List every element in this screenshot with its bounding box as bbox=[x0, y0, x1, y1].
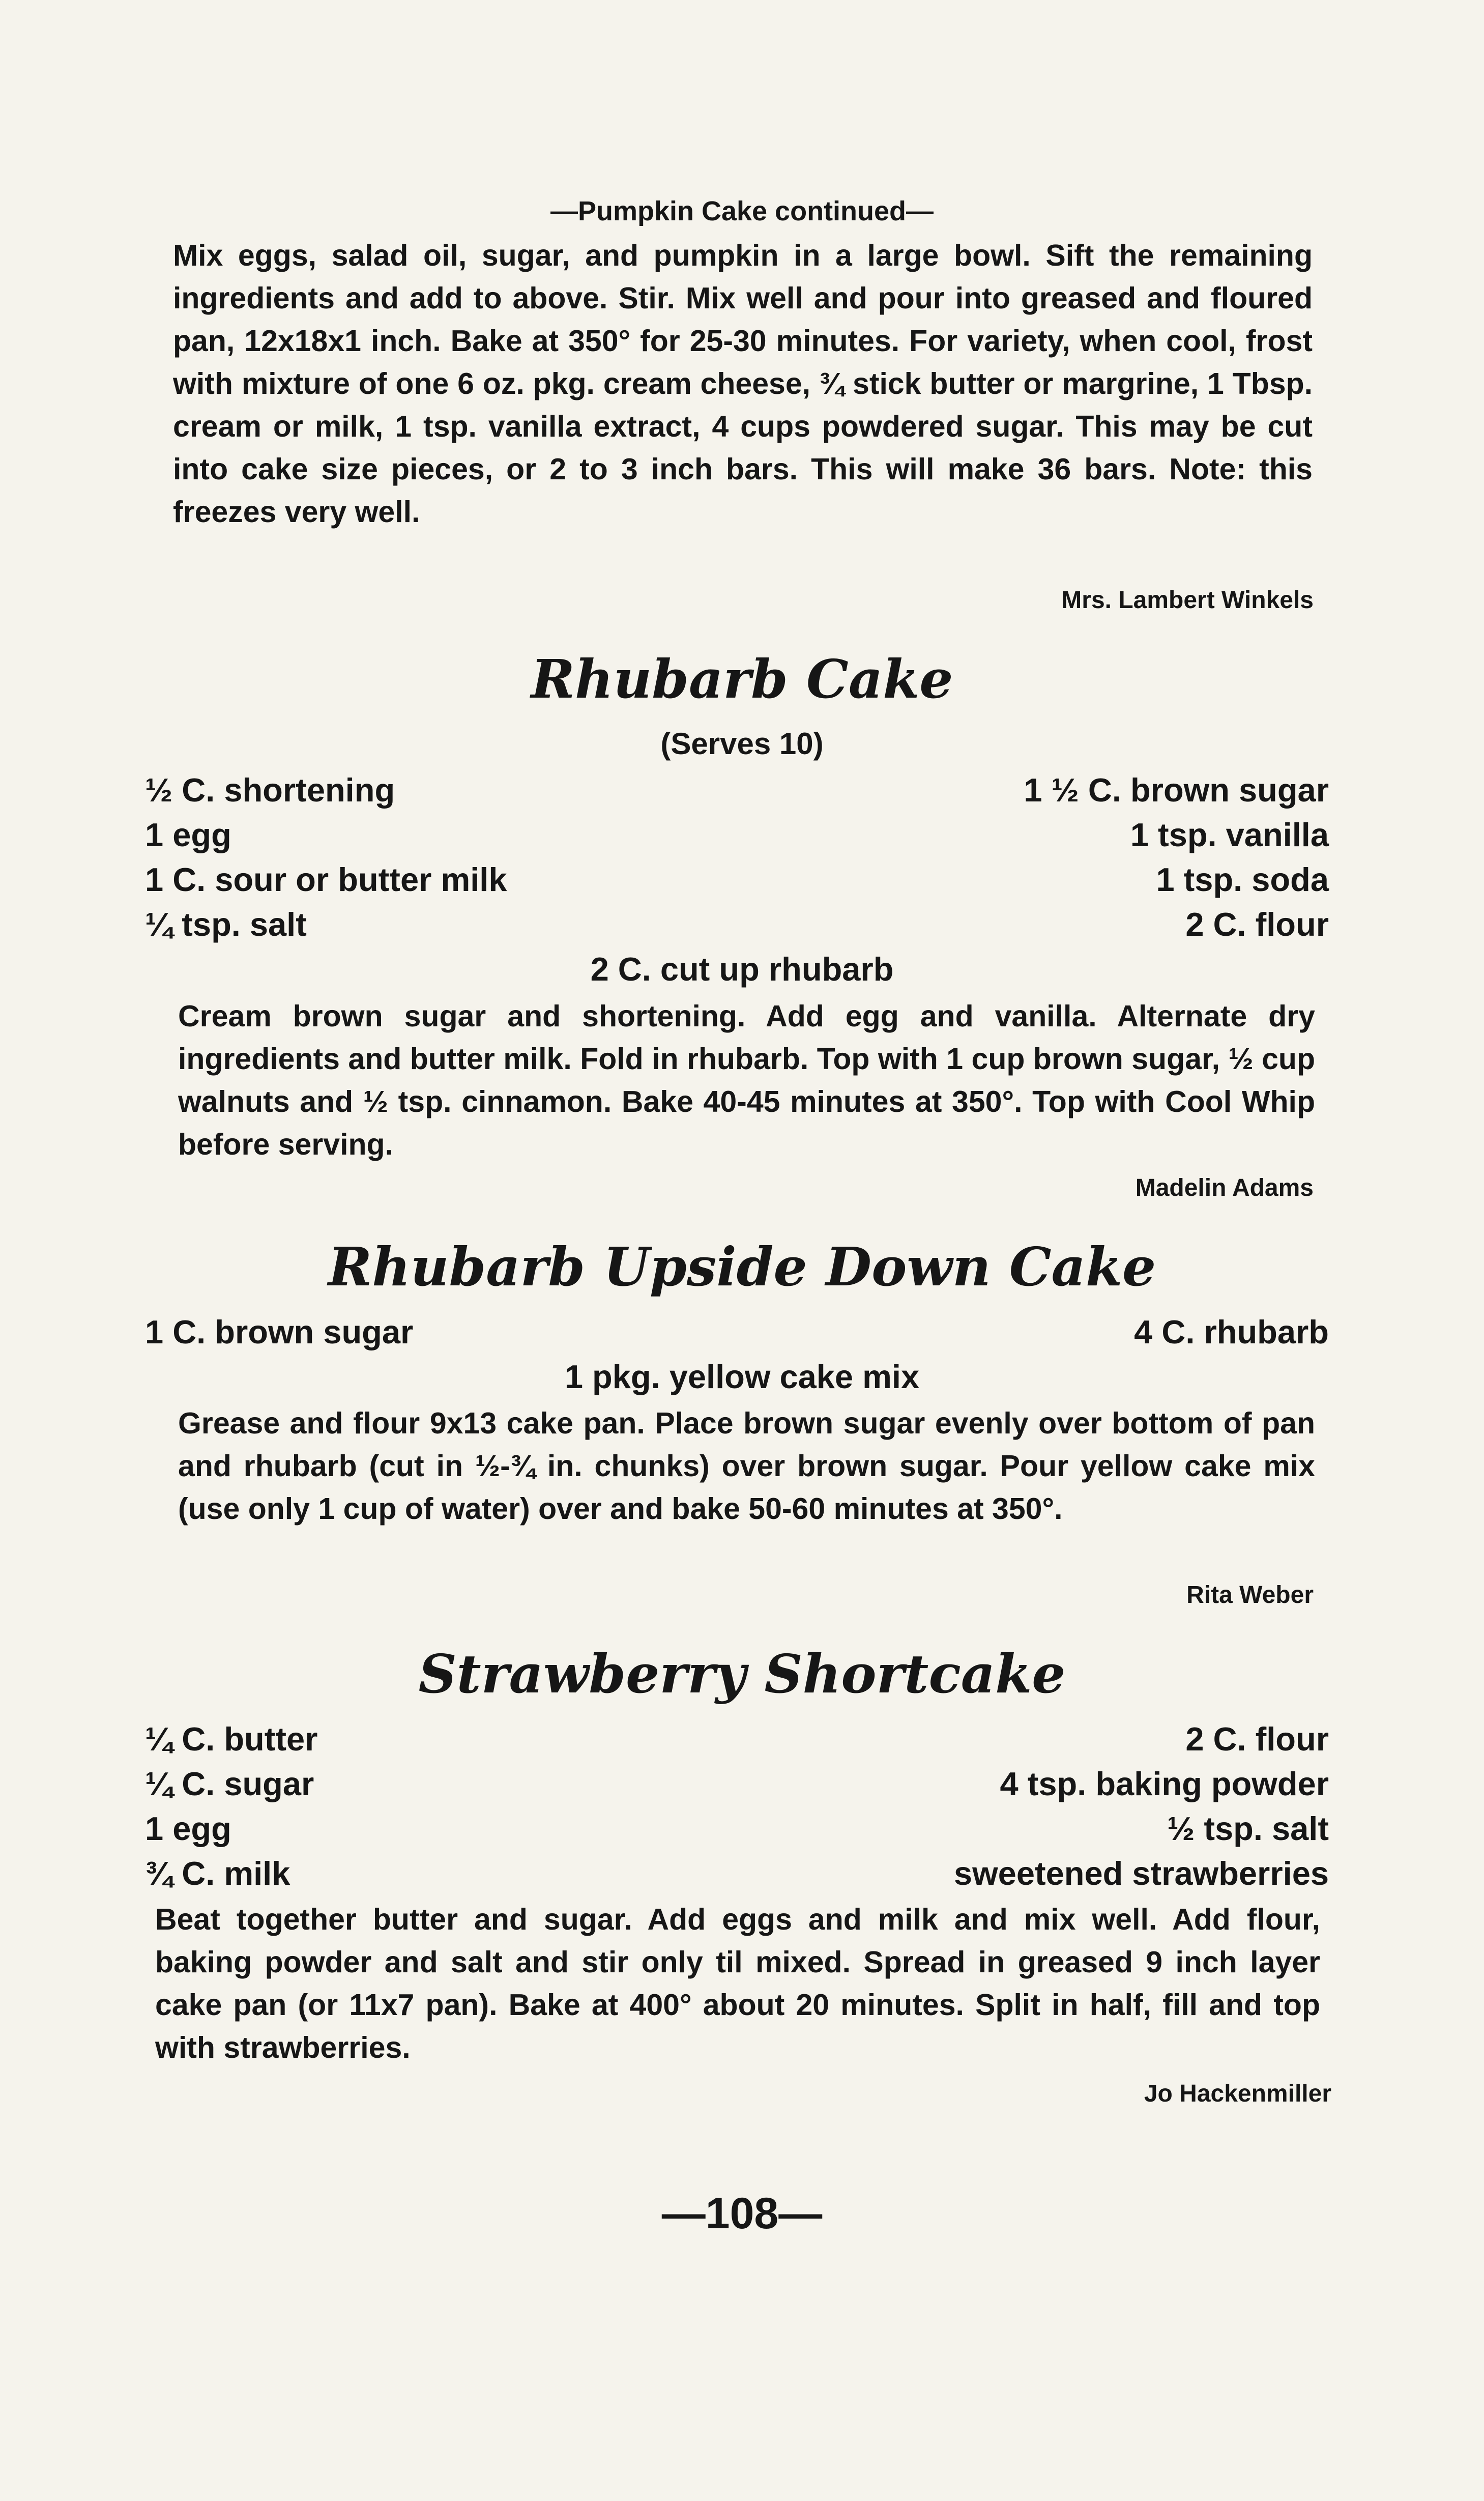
rhubarb-cake-title: Rhubarb Cake bbox=[531, 648, 953, 710]
rhubarb-cake-credit: Madelin Adams bbox=[1135, 1174, 1314, 1201]
rhubarb-ingredient-right-2: 1 tsp. vanilla bbox=[1130, 816, 1329, 853]
strawberry-ingredient-left-1: ¼ C. butter bbox=[145, 1720, 318, 1758]
rhubarb-upside-instructions: Grease and flour 9x13 cake pan. Place brown sugar evenly over bottom of pan and rhubarb (cut in ½-¾ in. chunks) over brown sugar. Pour yellow cake mix (use only 1 cup of water) over and bake 50-60 minutes at 350°. bbox=[178, 1406, 1315, 1526]
rhubarb-cake-paragraph bbox=[178, 995, 1315, 1166]
rhubarb-ingredient-left-1: ½ C. shortening bbox=[145, 771, 395, 809]
rhubarb-cake-serves: (Serves 10) bbox=[660, 727, 824, 761]
page-number: —108— bbox=[661, 2189, 823, 2238]
continued-header: —Pumpkin Cake continued— bbox=[550, 196, 934, 226]
rhubarb-cake-instructions: Cream brown sugar and shortening. Add egg and vanilla. Alternate dry ingredients and butter milk. Fold in rhubarb. Top with 1 cup brown sugar, ½ cup walnuts and ½ tsp. cinnamon. Bake 40-45 minutes at 350°. Top with Cool Whip before serving. bbox=[178, 999, 1315, 1161]
pumpkin-paragraph bbox=[173, 234, 1313, 533]
strawberry-ingredient-right-3: ½ tsp. salt bbox=[1167, 1810, 1329, 1847]
rhubarb-ingredient-right-3: 1 tsp. soda bbox=[1156, 861, 1329, 898]
strawberry-ingredient-left-4: ¾ C. milk bbox=[145, 1855, 290, 1892]
strawberry-instructions: Beat together butter and sugar. Add eggs and milk and mix well. Add flour, baking powder and salt and stir only til mixed. Spread in greased 9 inch layer cake pan (or 11x7 pan). Bake at 400° about 20 minutes. Split in half, fill and top with strawberries. bbox=[155, 1903, 1320, 2064]
strawberry-ingredient-left-2: ¼ C. sugar bbox=[145, 1765, 314, 1802]
rhubarb-ingredient-left-4: ¼ tsp. salt bbox=[145, 906, 307, 943]
rhubarb-ingredient-left-3: 1 C. sour or butter milk bbox=[145, 861, 507, 898]
upside-ingredient-left: 1 C. brown sugar bbox=[145, 1313, 414, 1350]
strawberry-title: Strawberry Shortcake bbox=[418, 1643, 1066, 1705]
rhubarb-upside-credit: Rita Weber bbox=[1186, 1582, 1314, 1608]
rhubarb-ingredient-right-4: 2 C. flour bbox=[1185, 906, 1329, 943]
pumpkin-instructions: Mix eggs, salad oil, sugar, and pumpkin in a large bowl. Sift the remaining ingredients and add to above. Stir. Mix well and pour into greased and floured pan, 12x18x1 inch. Bake at 350° for 25-30 minutes. For variety, when cool, frost with mixture of one 6 oz. pkg. cream cheese, ¾ stick butter or margrine, 1 Tbsp. cream or milk, 1 tsp. vanilla extract, 4 cups powdered sugar. This may be cut into cake size pieces, or 2 to 3 inch bars. This will make 36 bars. Note: this freezes very well. bbox=[173, 239, 1313, 529]
rhubarb-upside-title: Rhubarb Upside Down Cake bbox=[328, 1235, 1156, 1298]
strawberry-paragraph bbox=[155, 1898, 1320, 2069]
upside-ingredient-center: 1 pkg. yellow cake mix bbox=[564, 1358, 920, 1395]
rhubarb-ingredient-center: 2 C. cut up rhubarb bbox=[590, 951, 894, 988]
strawberry-ingredient-left-3: 1 egg bbox=[145, 1810, 231, 1847]
pumpkin-credit: Mrs. Lambert Winkels bbox=[1061, 587, 1314, 614]
rhubarb-ingredient-left-2: 1 egg bbox=[145, 816, 231, 853]
rhubarb-ingredient-right-1: 1 ½ C. brown sugar bbox=[1024, 771, 1329, 809]
strawberry-ingredient-right-1: 2 C. flour bbox=[1185, 1720, 1329, 1758]
strawberry-ingredient-right-2: 4 tsp. baking powder bbox=[1000, 1765, 1329, 1802]
strawberry-credit: Jo Hackenmiller bbox=[1144, 2080, 1331, 2107]
strawberry-ingredient-right-4: sweetened strawberries bbox=[953, 1855, 1329, 1892]
rhubarb-upside-paragraph bbox=[178, 1402, 1315, 1530]
upside-ingredient-right: 4 C. rhubarb bbox=[1134, 1313, 1329, 1350]
